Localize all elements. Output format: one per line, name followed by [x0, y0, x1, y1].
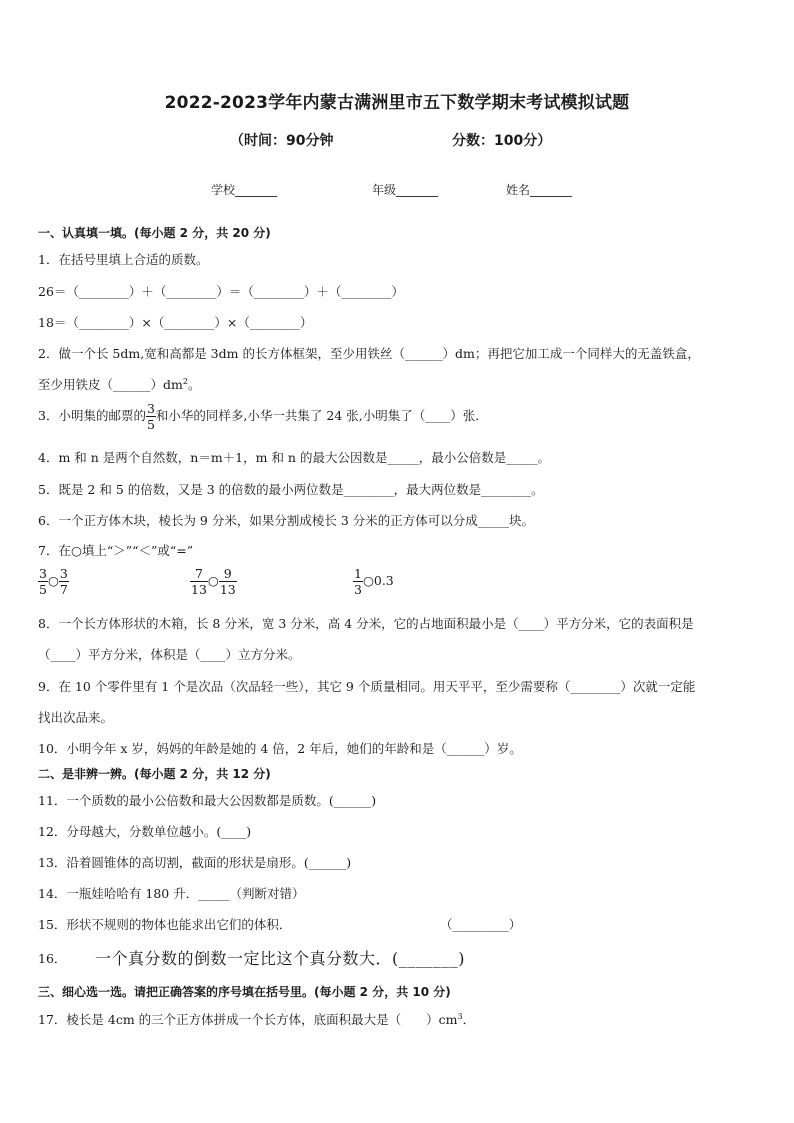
exam-time: （时间：90分钟: [230, 133, 334, 149]
question-2-line-a: 2．做一个长 5dm,宽和高都是 3dm 的长方体框架，至少用铁丝（______）dm；再把它加工成一个同样大的无盖铁盒，: [38, 346, 700, 361]
question-3-post: 和小华的同样多,小华一共集了 24 张,小明集了（____）张．: [155, 408, 488, 423]
question-1-line-a: 26＝（________）＋（________）＝（________）＋（________）: [38, 284, 404, 299]
grade-field: 年级_______: [372, 183, 439, 197]
question-13: 13．沿着圆锥体的高切割，截面的形状是扇形。(______): [38, 855, 352, 870]
question-1: 1．在括号里填上合适的质数。: [38, 252, 209, 267]
question-16: 一个真分数的倒数一定比这个真分数大．(_______): [95, 949, 465, 968]
name-field: 姓名_______: [506, 183, 573, 197]
question-5: 5．既是 2 和 5 的倍数，又是 3 的倍数的最小两位数是________，最大两位数是________。: [38, 482, 544, 497]
question-15: 15．形状不规则的物体也能求出它们的体积．: [38, 917, 292, 932]
question-4: 4．m 和 n 是两个自然数，n＝m＋1，m 和 n 的最大公因数是_____，最小公倍数是_____。: [38, 450, 550, 465]
question-7-item-b: $\frac{7}{13}$ ○ $\frac{9}{13}$: [191, 566, 236, 597]
question-9-line-a: 9．在 10 个零件里有 1 个是次品（次品轻一些），其它 9 个质量相同。用天平平，至少需要称（________）次就一定能: [38, 679, 696, 694]
page-title: 2022-2023学年内蒙古满洲里市五下数学期末考试模拟试题: [164, 93, 630, 113]
section-heading-3: 三、细心选一选。请把正确答案的序号填在括号里。(每小题 2 分，共 10 分): [38, 985, 451, 999]
question-2-superscript: 2: [182, 376, 188, 386]
compare-circle: ○: [47, 573, 59, 588]
question-9-line-b: 找出次品来。: [38, 710, 114, 725]
question-3-pre: 3．小明集的邮票的: [38, 408, 146, 423]
question-12: 12．分母越大，分数单位越小。(____): [38, 824, 252, 839]
question-3-fraction: $\frac{3}{5}$: [146, 401, 155, 432]
question-8-line-b: （____）平方分米，体积是（____）立方分米。: [38, 647, 301, 662]
question-2-text: 至少用铁皮（______）dm: [38, 377, 183, 392]
question-14: 14．一瓶娃哈哈有 180 升．_____（判断对错）: [38, 886, 305, 901]
question-2-end: 。: [187, 377, 201, 392]
question-7-item-a: $\frac{3}{5}$ ○ $\frac{3}{7}$: [39, 566, 68, 597]
question-17-text: 17．棱长是 4cm 的三个正方体拼成一个长方体，底面积最大是（ ）cm: [38, 1012, 458, 1027]
question-2-line-b: [38, 375, 200, 393]
question-17-end: ．: [462, 1012, 476, 1027]
question-11: 11．一个质数的最小公倍数和最大公因数都是质数。(______): [38, 793, 377, 808]
question-16-number: 16．: [38, 951, 67, 966]
question-6: 6．一个正方体木块，棱长为 9 分米，如果分割成棱长 3 分米的正方体可以分成_____块。: [38, 513, 535, 528]
question-15-blank: （_________）: [440, 917, 522, 932]
question-7-item-c: $\frac{1}{3}$ ○0.3: [354, 566, 394, 597]
question-10: 10．小明今年 x 岁，妈妈的年龄是她的 4 倍，2 年后，她们的年龄和是（______）岁。: [38, 741, 522, 756]
question-17: [38, 1010, 475, 1028]
question-3: [38, 401, 488, 432]
question-8-line-a: 8．一个长方体形状的木箱，长 8 分米，宽 3 分米，高 4 分米，它的占地面积最小是（____）平方分米，它的表面积是: [38, 616, 694, 631]
exam-score: 分数：100分）: [452, 133, 552, 149]
school-field: 学校_______: [211, 183, 278, 197]
section-heading-1: 一、认真填一填。(每小题 2 分，共 20 分): [38, 226, 271, 240]
compare-circle: ○: [207, 573, 219, 588]
section-heading-2: 二、是非辨一辨。(每小题 2 分，共 12 分): [38, 767, 271, 781]
compare-circle: ○: [362, 573, 374, 588]
question-17-superscript: 3: [457, 1011, 463, 1021]
question-7: 7．在○填上“＞”“＜”或“=”: [38, 543, 194, 558]
question-1-line-b: 18＝（________）×（________）×（________）: [38, 315, 313, 330]
